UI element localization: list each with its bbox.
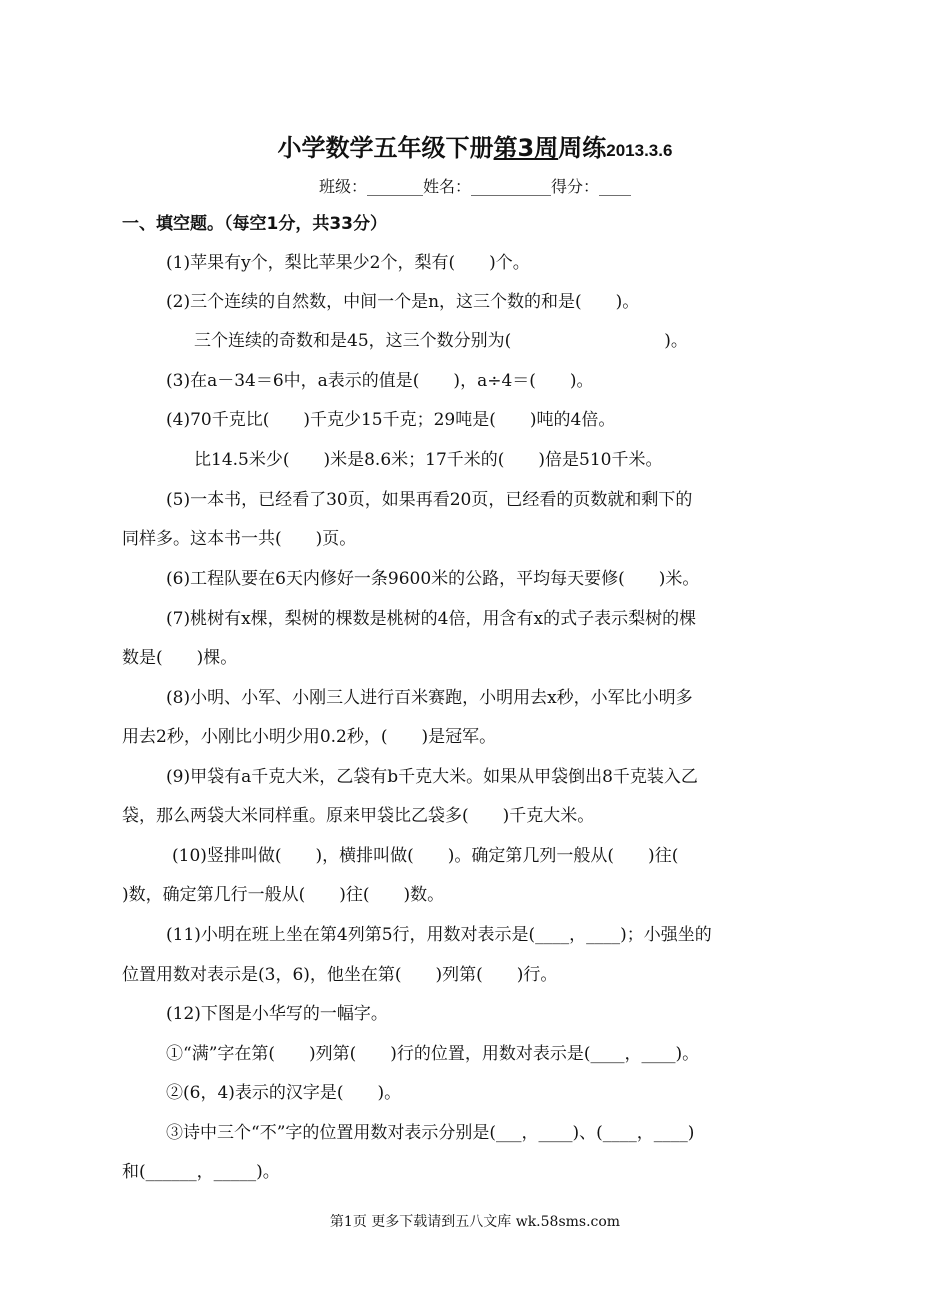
question-line: (3)在a－34＝6中，a表示的值是( )，a÷4＝( )。 [166,371,594,391]
title-main: 小学数学五年级下册 [277,134,494,162]
title-week: 第3周 [493,134,559,162]
question-line: (7)桃树有x棵，梨树的棵数是桃树的4倍，用含有x的式子表示梨树的棵 [166,609,697,629]
page-title [0,128,950,163]
title-suffix: 周练 [558,134,607,162]
question-line: (4)70千克比( )千克少15千克；29吨是( )吨的4倍。 [166,410,616,430]
question-line: )数，确定第几行一般从( )往( )数。 [122,885,445,905]
question-line: 和(______，_____)。 [122,1162,280,1182]
question-line: (1)苹果有y个，梨比苹果少2个，梨有( )个。 [166,253,530,273]
question-line: 数是( )棵。 [122,648,238,668]
page-footer: 第1页 更多下载请到五八文库 wk.58sms.com [329,1214,621,1230]
question-line: (5)一本书，已经看了30页，如果再看20页，已经看的页数就和剩下的 [166,490,693,510]
question-line: (8)小明、小军、小刚三人进行百米赛跑，小明用去x秒，小军比小明多 [166,688,693,708]
question-line: 袋，那么两袋大米同样重。原来甲袋比乙袋多( )千克大米。 [122,806,595,826]
question-line: ③诗中三个“不”字的位置用数对表示分别是(___，____)、(____，____) [166,1123,695,1143]
question-line: 用去2秒，小刚比小明少用0.2秒，( )是冠军。 [122,727,497,747]
title-date: 2013.3.6 [606,141,673,160]
question-line: (12)下图是小华写的一幅字。 [166,1004,388,1024]
section-heading: 一、填空题。（每空1分，共33分） [122,214,387,234]
question-line: (6)工程队要在6天内修好一条9600米的公路，平均每天要修( )米。 [166,569,700,589]
question-line: 比14.5米少( )米是8.6米；17千米的( )倍是510千米。 [194,450,663,470]
question-line: ②(6，4)表示的汉字是( )。 [166,1083,402,1103]
question-line: 位置用数对表示是(3，6)，他坐在第( )列第( )行。 [122,965,558,985]
student-info-line: 班级：_______姓名：__________得分：____ [318,177,631,196]
question-line: (2)三个连续的自然数，中间一个是n，这三个数的和是( )。 [166,292,640,312]
question-line: ①“满”字在第( )列第( )行的位置，用数对表示是(____，____)。 [166,1044,700,1064]
question-line: 三个连续的奇数和是45，这三个数分别为( )。 [194,331,688,351]
question-line: (11)小明在班上坐在第4列第5行，用数对表示是(____，____)；小强坐的 [166,925,712,945]
question-line: 同样多。这本书一共( )页。 [122,529,357,549]
question-line: (9)甲袋有a千克大米，乙袋有b千克大米。如果从甲袋倒出8千克装入乙 [166,767,698,787]
question-line: (10)竖排叫做( )，横排叫做( )。确定第几列一般从( )往( [172,846,679,866]
